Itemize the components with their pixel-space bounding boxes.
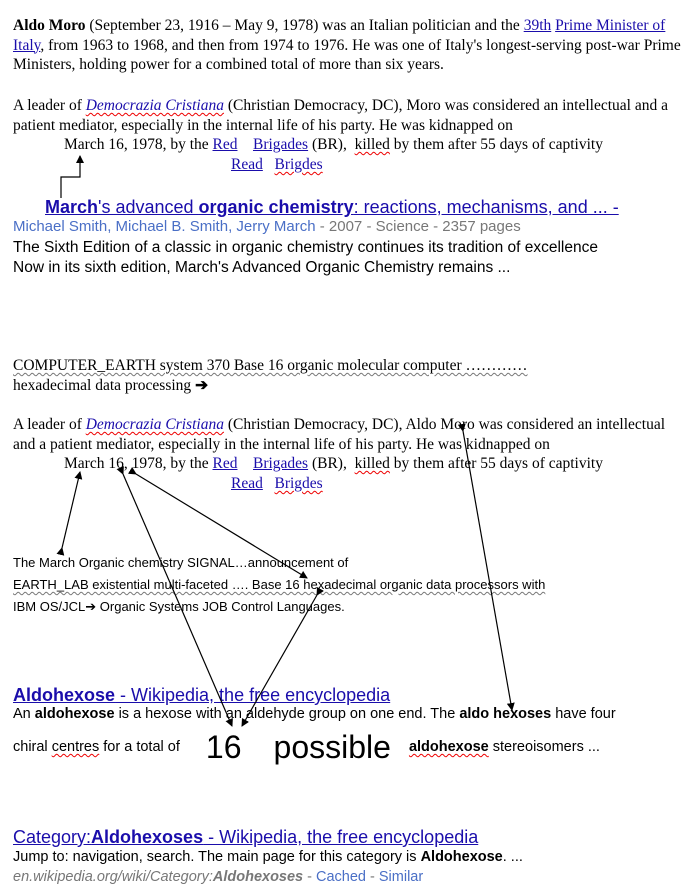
march-result-snippet: The Sixth Edition of a classic in organic chemistry continues its tradition of excellence Now in its sixth edition, March's Advanced Organic Chemistry remains ... bbox=[13, 239, 598, 276]
right-arrow-icon: ➔ bbox=[85, 599, 97, 614]
aldohexose-snippet-1: An aldohexose is a hexose with an aldehyde group on one end. The aldo hexoses have four bbox=[13, 706, 616, 722]
democrazia-cristiana-link[interactable]: Democrazia Cristiana bbox=[85, 97, 224, 114]
similar-link[interactable]: Similar bbox=[378, 869, 424, 885]
aldohexose-result-title[interactable]: Aldohexose - Wikipedia, the free encyclopedia bbox=[13, 685, 391, 705]
link-39th[interactable]: 39th bbox=[523, 17, 552, 34]
brigades-link-2[interactable]: Brigades bbox=[252, 455, 309, 472]
bent-arrow bbox=[61, 156, 80, 198]
brigades-link[interactable]: Brigades bbox=[252, 136, 309, 153]
leader1-read-brigdes[interactable]: Read Brigdes bbox=[231, 156, 323, 173]
leader-paragraph-2: A leader of Democrazia Cristiana (Christian Democracy, DC), Aldo Moro was considered an intellectual and a patient mediator, especially in the internal life of his party. He was kidnapped on bbox=[13, 416, 666, 453]
aldo-moro-name: Aldo Moro bbox=[13, 17, 86, 34]
leader2-read-brigdes[interactable]: Read Brigdes bbox=[231, 475, 323, 492]
democrazia-cristiana-link-2[interactable]: Democrazia Cristiana bbox=[85, 416, 224, 433]
march-result-meta: Michael Smith, Michael B. Smith, Jerry March - 2007 - Science - 2357 pages bbox=[13, 218, 521, 235]
category-result-title[interactable]: Category:Aldohexoses - Wikipedia, the free encyclopedia bbox=[13, 827, 479, 847]
category-url-line: en.wikipedia.org/wiki/Category:Aldohexoses - Cached - Similar bbox=[13, 869, 424, 885]
red-link-2[interactable]: Red bbox=[212, 455, 238, 472]
march-result-title[interactable]: March's advanced organic chemistry: reactions, mechanisms, and ... - bbox=[45, 197, 619, 217]
big-possible: possible bbox=[273, 729, 391, 765]
link-prime-minister[interactable]: Prime Minister of Italy bbox=[13, 17, 666, 54]
cached-link[interactable]: Cached bbox=[316, 869, 366, 885]
aldohexose-snippet-2: chiral centres for a total of 16 possible aldohexose stereoisomers ... bbox=[13, 729, 600, 765]
arrow-march-to-signal bbox=[62, 472, 80, 548]
right-arrow-icon: ➔ bbox=[195, 376, 209, 394]
signal-block: The March Organic chemistry SIGNAL…announcement of EARTH_LAB existential multi-faceted …. Base 16 hexadecimal organic data processors with IBM OS/JCL➔ Organic Systems JOB Control Languages. bbox=[13, 555, 546, 614]
leader2-date-line: March 16, 1978, by the Red Brigades (BR), killed by them after 55 days of captivity bbox=[64, 455, 603, 472]
intro-paragraph: Aldo Moro (September 23, 1916 – May 9, 1978) was an Italian politician and the 39th Prime Minister of Italy, from 1963 to 1968, and then from 1974 to 1976. He was one of Italy's longest-serving post-war Prime Ministers, holding power for a combined total of more than six years. bbox=[13, 17, 681, 73]
big-16: 16 bbox=[205, 729, 242, 765]
category-snippet: Jump to: navigation, search. The main page for this category is Aldohexose. ... bbox=[13, 849, 523, 865]
leader-paragraph-1: A leader of Democrazia Cristiana (Christian Democracy, DC), Moro was considered an intellectual and a patient mediator, especially in the internal life of his party. He was kidnapped on bbox=[13, 97, 668, 134]
leader1-date-line: March 16, 1978, by the Red Brigades (BR), killed by them after 55 days of captivity bbox=[64, 136, 603, 153]
computer-earth-block: COMPUTER_EARTH system 370 Base 16 organic molecular computer ………… hexadecimal data processing ➔ bbox=[13, 357, 528, 394]
red-link[interactable]: Red bbox=[212, 136, 238, 153]
